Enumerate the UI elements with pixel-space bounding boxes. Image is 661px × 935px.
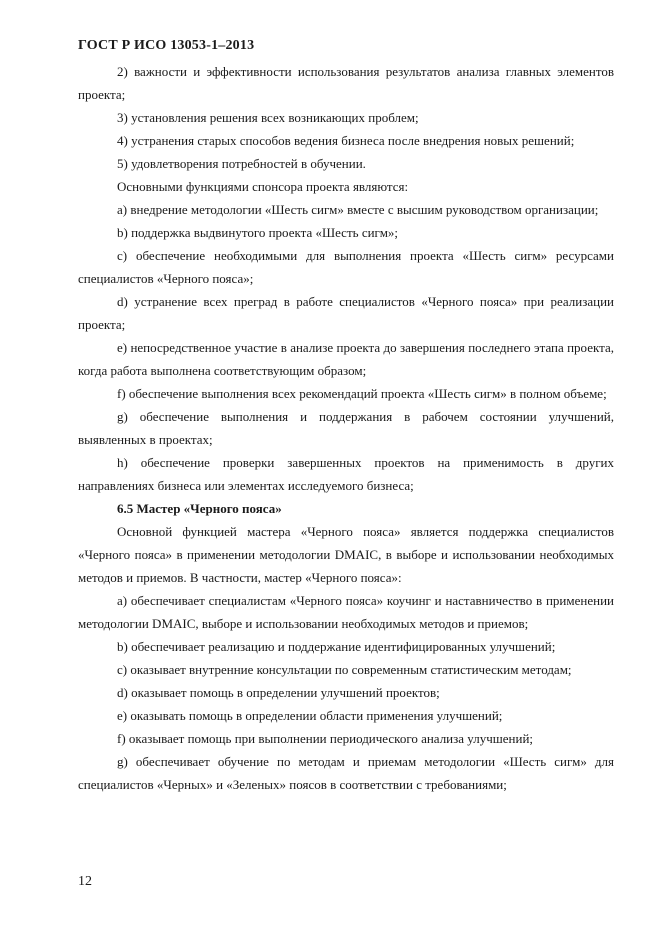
list-item: c) оказывает внутренние консультации по современным статистическим методам; (117, 662, 572, 677)
list-item: a) обеспечивает специалистам «Черного пояса» коучинг и наставничество в применении методологии DMAIC, выборе и использовании необходимых методов и приемов; (78, 593, 614, 631)
paragraph: 2) важности и эффективности использования результатов анализа главных элементов проекта; (78, 64, 614, 102)
list-item: e) непосредственное участие в анализе проекта до завершения последнего этапа проекта, когда работа выполнена соответствующим образом; (78, 340, 614, 378)
section-heading: 6.5 Мастер «Черного пояса» (117, 501, 282, 516)
page-number: 12 (78, 874, 92, 889)
list-item: d) оказывает помощь в определении улучшений проектов; (117, 685, 440, 700)
paragraph: Основными функциями спонсора проекта являются: (117, 179, 409, 194)
list-item: f) оказывает помощь при выполнении периодического анализа улучшений; (117, 731, 534, 746)
standard-header: ГОСТ Р ИСО 13053-1–2013 (78, 38, 255, 53)
list-item: b) поддержка выдвинутого проекта «Шесть сигм»; (117, 225, 399, 240)
list-item: a) внедрение методологии «Шесть сигм» вместе с высшим руководством организации; (117, 202, 599, 217)
document-body (78, 60, 614, 796)
list-item: c) обеспечение необходимыми для выполнения проекта «Шесть сигм» ресурсами специалистов «Черного пояса»; (78, 248, 614, 286)
list-item: f) обеспечение выполнения всех рекомендаций проекта «Шесть сигм» в полном объеме; (117, 386, 607, 401)
paragraph: 3) установления решения всех возникающих проблем; (117, 110, 419, 125)
paragraph: Основной функцией мастера «Черного пояса» является поддержка специалистов «Черного пояса» в применении методологии DMAIC, в выборе и использовании необходимых методов и приемов. В частности, мастер «Черного пояса»: (78, 524, 614, 585)
list-item: g) обеспечение выполнения и поддержания в рабочем состоянии улучшений, выявленных в проектах; (78, 409, 614, 447)
list-item: d) устранение всех преград в работе специалистов «Черного пояса» при реализации проекта; (78, 294, 614, 332)
list-item: h) обеспечение проверки завершенных проектов на применимость в других направлениях бизнеса или элементах исследуемого бизнеса; (78, 455, 614, 493)
paragraph: 5) удовлетворения потребностей в обучении. (117, 156, 366, 171)
list-item: e) оказывать помощь в определении области применения улучшений; (117, 708, 503, 723)
list-item: b) обеспечивает реализацию и поддержание идентифицированных улучшений; (117, 639, 556, 654)
paragraph: 4) устранения старых способов ведения бизнеса после внедрения новых решений; (117, 133, 575, 148)
list-item: g) обеспечивает обучение по методам и приемам методологии «Шесть сигм» для специалистов «Черных» и «Зеленых» поясов в соответствии с требованиями; (78, 754, 614, 792)
